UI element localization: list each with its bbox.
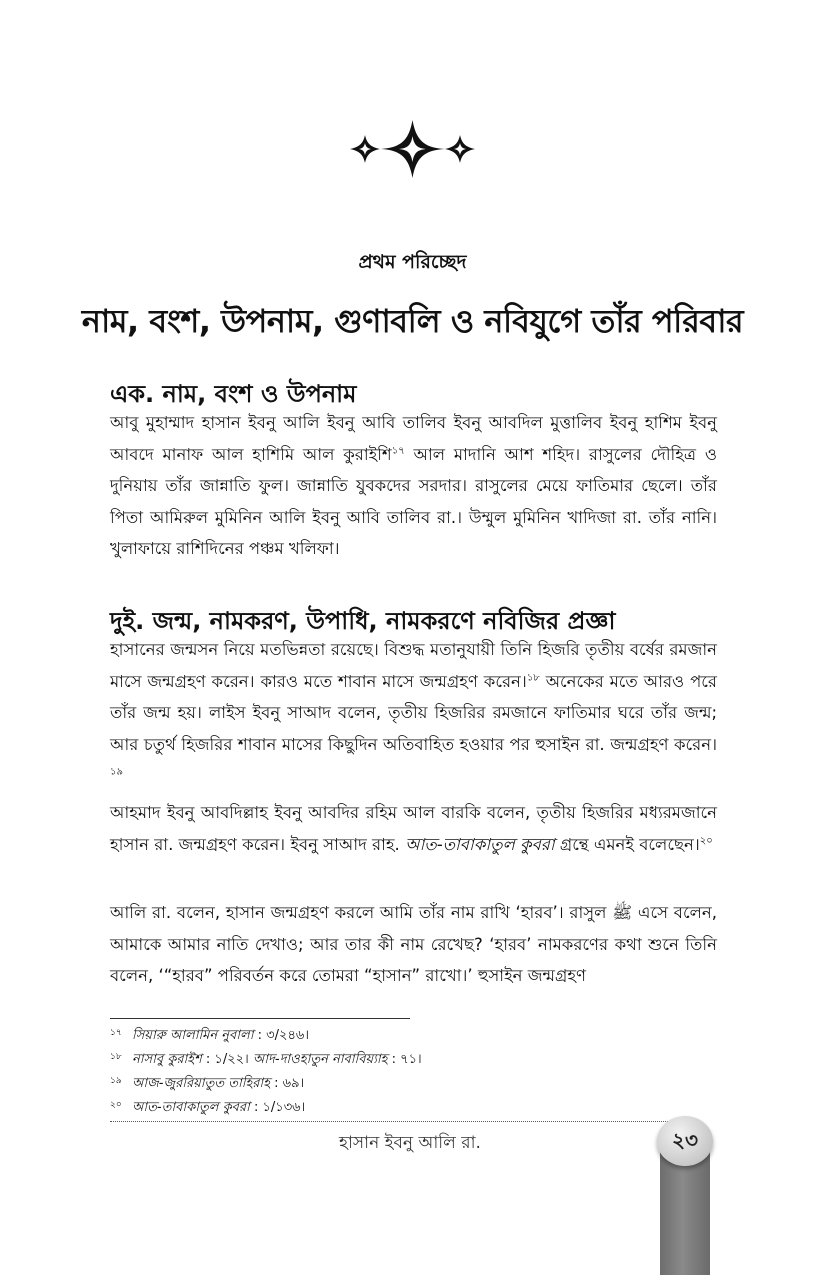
footnotes bbox=[110, 1024, 710, 1120]
page-number: ২৩ bbox=[657, 1116, 713, 1166]
footnote-ref-17[interactable]: ১৭ bbox=[391, 445, 405, 456]
footnote-19: ১৯ আজ-জুররিয়াতুত তাহিরাহ : ৬৯। bbox=[110, 1076, 305, 1091]
star-ornament-icon bbox=[350, 118, 475, 180]
footnote-20: ২০ আত-তাবাকাতুল কুবরা : ১/১৩৬। bbox=[110, 1100, 306, 1115]
paragraph-naming: আলি রা. বলেন, হাসান জন্মগ্রহণ করলে আমি তাঁর নাম রাখি ‘হারব’। রাসুল ﷺ এসে বলেন, আমাকে আমার নাতি দেখাও; আর তার কী নাম রেখেছ? ‘হারব’ নামকরণের কথা শুনে তিনি বলেন, ‘“হারব” পরিবর্তন করে তোমরা “হাসান” রাখো।’ হুসাইন জন্মগ্রহণ bbox=[110, 903, 717, 985]
running-title: হাসান ইবনু আলি রা. bbox=[339, 1133, 481, 1153]
footnote-ref-20[interactable]: ২০ bbox=[699, 835, 713, 846]
footnote-17: ১৭ সিয়ারু আলামিন নুবালা : ৩/২৪৬। bbox=[110, 1028, 309, 1043]
paragraph-barqi: আহমাদ ইবনু আবদিল্লাহ ইবনু আবদির রহিম আল বারকি বলেন, তৃতীয় হিজরির মধ্যরমজানে হাসান রা. জন্মগ্রহণ করেন। ইবনু সাআদ রাহ. আত-তাবাকাতুল কুবরা গ্রন্থে এমনই বলেছেন।$^{২০}$ bbox=[110, 803, 717, 854]
chapter-title: নাম, বংশ, উপনাম, গুণাবলি ও নবিযুগে তাঁর পরিবার bbox=[81, 302, 744, 340]
section-heading-1: এক. নাম, বংশ ও উপনাম bbox=[110, 380, 357, 408]
paragraph-birth: হাসানের জন্মসন নিয়ে মতভিন্নতা রয়েছে। বিশুদ্ধ মতানুযায়ী তিনি হিজরি তৃতীয় বর্ষের রমজান মাসে জন্মগ্রহণ করেন। কারও মতে শাবান মাসে জন্মগ্রহণ করেন।$^{১৮}$ অনেকের মতে আরও পরে তাঁর জন্ম হয়। লাইস ইবনু সাআদ বলেন, তৃতীয় হিজরির রমজানে ফাতিমার ঘরে তাঁর জন্ম; আর চতুর্থ হিজরির শাবান মাসের কিছুদিন অতিবাহিত হওয়ার পর হুসাইন রা. জন্মগ্রহণ করেন।$^{১৯}$ bbox=[110, 640, 717, 778]
footnote-ref-19[interactable]: ১৯ bbox=[110, 766, 123, 778]
footnote-ref-18[interactable]: ১৮ bbox=[526, 672, 540, 683]
section-heading-2: দুই. জন্ম, নামকরণ, উপাধি, নামকরণে নবিজির প্রজ্ঞা bbox=[110, 607, 616, 635]
footnote-18: ১৮ নাসাবু কুরাইশ : ১/২২। আদ-দাওহাতুন নাবাবিয়্যাহ : ৭১। bbox=[110, 1052, 422, 1067]
paragraph-name-lineage: আবু মুহাম্মাদ হাসান ইবনু আলি ইবনু আবি তালিব ইবনু আবদিল মুত্তালিব ইবনু হাশিম ইবনু আবদে মানাফ আল হাশিমি আল কুরাইশি$^{১৭}$ আল মাদানি আশ শহিদ। রাসুলের দৌহিত্র ও দুনিয়ায় তাঁর জান্নাতি ফুল। জান্নাতি যুবকদের সরদার। রাসুলের মেয়ে ফাতিমার ছেলে। তাঁর পিতা আমিরুল মুমিনিন আলি ইবনু আবি তালিব রা.। উম্মুল মুমিনিন খাদিজা রা. তাঁর নানি। খুলাফায়ে রাশিদিনের পঞ্চম খলিফা। bbox=[110, 413, 717, 558]
footer-divider bbox=[110, 1121, 670, 1122]
chapter-label: প্রথম পরিচ্ছেদ bbox=[358, 251, 467, 273]
footnote-divider bbox=[110, 1018, 410, 1019]
book-title: আত-তাবাকাতুল কুবরা bbox=[405, 834, 555, 854]
